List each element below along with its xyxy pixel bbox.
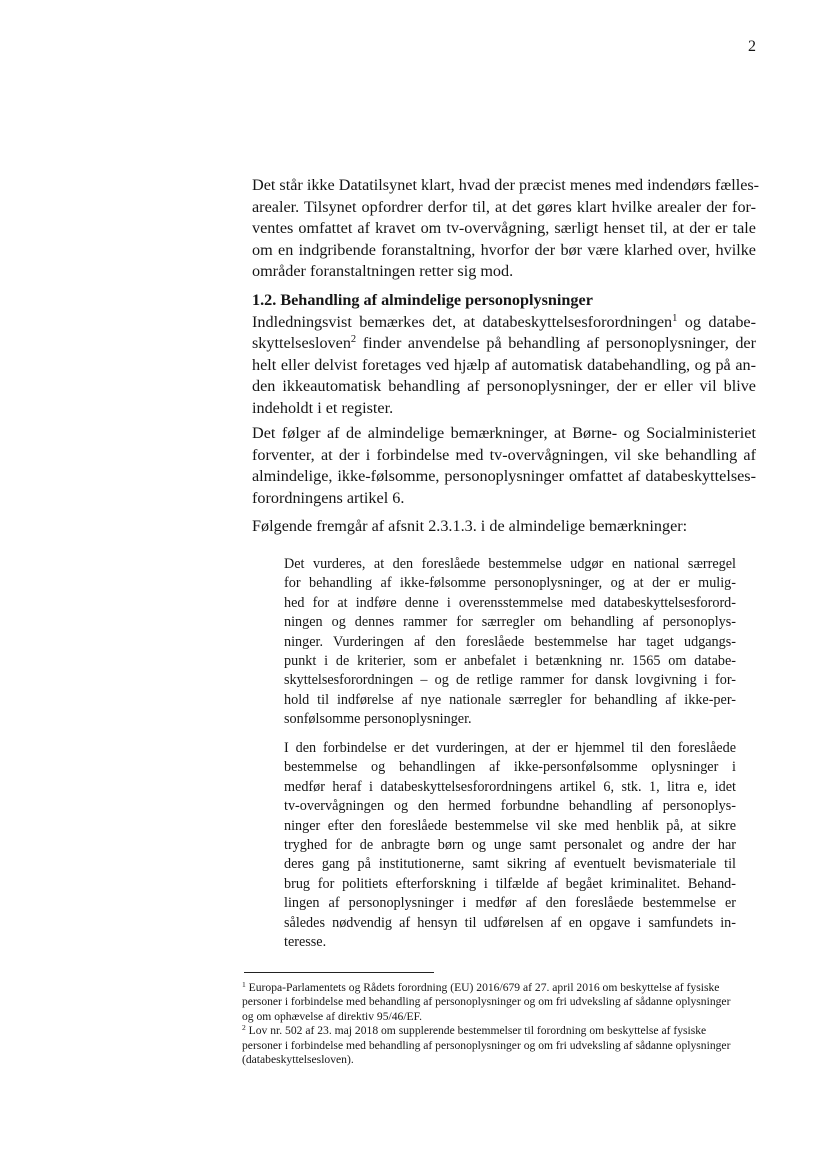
text-line: Det står ikke Datatilsynet klart, hvad der præcist menes med indendørs fælles- <box>252 176 760 194</box>
footnote-reference: 1 <box>672 312 678 324</box>
text-line <box>252 312 756 334</box>
quote-line: teresse. <box>284 934 327 951</box>
quote-line: sonfølsomme personoplysninger. <box>284 711 472 728</box>
text-fragment: og databe- <box>677 312 756 331</box>
block-quote-2 <box>284 739 736 952</box>
quote-line: lingen af personoplysninger i medfør af den foreslåede bestemmelse er <box>284 895 736 912</box>
text-line: den ikkeautomatisk behandling af personoplysninger, der er eller vil blive <box>252 377 756 396</box>
text-line: ventes omfattet af kravet om tv-overvågning, særligt henset til, at der er tale <box>252 219 756 238</box>
quote-line: hold til indførelse af nye nationale særregler for behandling af ikke-per- <box>284 691 736 708</box>
text-fragment: skyttelsesloven <box>252 334 351 353</box>
footnote-text: Europa-Parlamentets og Rådets forordning (EU) 2016/679 af 27. april 2016 om beskyttelse af fysiske personer i forbindelse med behandling af personoplysninger og om fri udveksling af sådanne oplysninger og om ophævelse af direktiv 95/46/EF. <box>242 981 731 1023</box>
section-heading: 1.2. Behandling af almindelige personoplysninger <box>252 291 593 309</box>
text-line <box>252 333 756 355</box>
quote-line: brug for politiets efterforskning i tilfælde af begået kriminalitet. Behand- <box>284 875 736 892</box>
footnotes <box>242 981 736 1067</box>
text-line: arealer. Tilsynet opfordrer derfor til, at det gøres klart hvilke arealer der for- <box>252 197 756 216</box>
quote-line: deres gang på institutionerne, samt sikring af eventuelt bevismateriale til <box>284 856 736 873</box>
block-quote-1 <box>284 555 736 730</box>
page-number: 2 <box>748 38 756 55</box>
footnote-text: Lov nr. 502 af 23. maj 2018 om supplerende bestemmelser til forordning om beskyttelse af fysiske personer i forbindelse med behandling af personoplysninger og om fri udveksling af sådanne oplysninger (databeskyttelsesloven). <box>242 1024 731 1067</box>
quote-line: ningen og dennes rammer for særregler om behandling af personoplys- <box>284 614 736 631</box>
text-line: indeholdt i et register. <box>252 398 394 417</box>
footnote-reference: 2 <box>350 334 357 346</box>
footnote-2 <box>242 1024 736 1067</box>
quote-line: punkt i de kriterier, som er anbefalet i betænkning nr. 1565 om databe- <box>284 653 736 670</box>
footnote-marker: 2 <box>242 1023 246 1033</box>
text-line: forordningens artikel 6. <box>252 488 405 507</box>
text-line: Følgende fremgår af afsnit 2.3.1.3. i de almindelige bemærkninger: <box>252 517 688 535</box>
text-line: Det følger af de almindelige bemærkninger, at Børne- og Socialministeriet <box>252 424 756 442</box>
quote-line: hed for at indføre denne i overensstemmelse med databeskyttelsesforord- <box>284 594 736 611</box>
quote-line: tryghed for de anbragte børn og unge samt personalet og andre der har <box>284 837 736 854</box>
footnote-divider <box>244 972 434 973</box>
quote-line: Det vurderes, at den foreslåede bestemmelse udgør en national særregel <box>284 556 736 572</box>
quote-line: I den forbindelse er det vurderingen, at der er hjemmel til den foreslåede <box>284 740 736 756</box>
text-fragment: finder anvendelse på behandling af personoplysninger, der <box>356 334 756 353</box>
paragraph-ministry-expectation <box>252 423 756 509</box>
quote-line: således nødvendig af hensyn til udførelsen af en opgave i samfundets in- <box>284 914 736 931</box>
quote-line: skyttelsesforordningen – og de retlige rammer for dansk lovgivning i for- <box>284 672 736 689</box>
footnote-marker: 1 <box>242 979 246 989</box>
text-line: om en indgribende foranstaltning, hvorfor der bør være klarhed over, hvilke <box>252 240 756 259</box>
footnote-1 <box>242 981 736 1024</box>
quote-line: ninger. Vurderingen af den foreslåede bestemmelse har taget udgangs- <box>284 633 736 650</box>
quote-line: medfør heraf i databeskyttelsesforordningens artikel 6, stk. 1, litra e, idet <box>284 778 736 795</box>
quote-line: ninger efter den foreslåede bestemmelse vil ske med henblik på, at sikre <box>284 817 736 834</box>
paragraph-quote-intro <box>252 516 756 538</box>
text-line: almindelige, ikke-følsomme, personoplysninger omfattet af databeskyttelses- <box>252 467 756 486</box>
text-fragment: Indledningsvist bemærkes det, at databeskyttelsesforordningen <box>252 312 673 331</box>
paragraph-scope-question <box>252 175 760 283</box>
quote-line: tv-overvågningen og den hermed forbundne behandling af personoplys- <box>284 798 736 815</box>
text-line: forventer, at der i forbindelse med tv-overvågningen, vil ske behandling af <box>252 445 756 464</box>
text-line: områder foranstaltningen retter sig mod. <box>252 262 514 281</box>
section-1-2 <box>252 290 756 420</box>
quote-line: for behandling af ikke-følsomme personoplysninger, og at der er mulig- <box>284 575 736 592</box>
text-line: helt eller delvist foretages ved hjælp af automatisk databehandling, og på an- <box>252 355 756 374</box>
quote-line: bestemmelse og behandlingen af ikke-personfølsomme oplysninger i <box>284 759 736 776</box>
